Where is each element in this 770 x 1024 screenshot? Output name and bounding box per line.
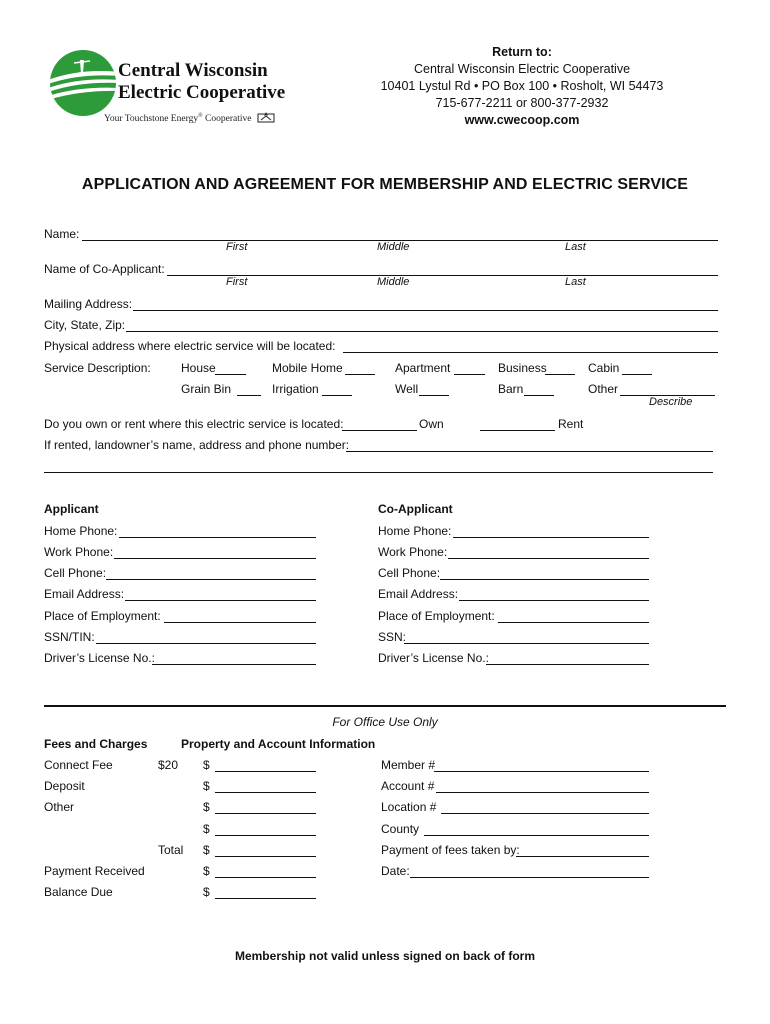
total-label: Total bbox=[158, 843, 184, 857]
name-last-caption: Last bbox=[565, 241, 586, 253]
balance-due-field[interactable] bbox=[215, 898, 316, 899]
date-field[interactable] bbox=[410, 877, 649, 878]
co-ssn-label: SSN: bbox=[378, 630, 407, 644]
county-label: County bbox=[381, 822, 420, 836]
landowner-field-line2[interactable] bbox=[44, 472, 713, 473]
applicant-home-phone-label: Home Phone: bbox=[44, 524, 118, 538]
office-use-heading: For Office Use Only bbox=[332, 715, 438, 729]
applicant-home-phone-field[interactable] bbox=[119, 537, 316, 538]
applicant-cell-phone-field[interactable] bbox=[106, 579, 316, 580]
other-fee-label: Other bbox=[44, 800, 75, 814]
office-use-divider bbox=[44, 705, 726, 707]
other-dollar: $ bbox=[203, 800, 210, 814]
member-number-field[interactable] bbox=[434, 771, 649, 772]
deposit-label: Deposit bbox=[44, 779, 85, 793]
connect-fee-dollar: $ bbox=[203, 758, 210, 772]
co-home-phone-field[interactable] bbox=[453, 537, 649, 538]
service-house-field[interactable] bbox=[215, 374, 246, 375]
applicant-cell-phone-label: Cell Phone: bbox=[44, 566, 107, 580]
date-label: Date: bbox=[381, 864, 410, 878]
co-license-label: Driver’s License No.: bbox=[378, 651, 489, 665]
cooperative-logo bbox=[50, 50, 116, 116]
return-address: 10401 Lystul Rd • PO Box 100 • Rosholt, WI 54473 bbox=[380, 79, 664, 93]
service-grain-bin-label: Grain Bin bbox=[181, 382, 232, 396]
payment-received-dollar: $ bbox=[203, 864, 210, 878]
landowner-field[interactable] bbox=[346, 451, 713, 452]
return-phone: 715-677-2211 or 800-377-2932 bbox=[435, 96, 609, 110]
applicant-license-label: Driver’s License No.: bbox=[44, 651, 155, 665]
applicant-email-field[interactable] bbox=[125, 600, 316, 601]
return-name: Central Wisconsin Electric Cooperative bbox=[413, 62, 631, 76]
co-applicant-label: Name of Co-Applicant: bbox=[44, 262, 165, 276]
payment-taken-by-label: Payment of fees taken by: bbox=[381, 843, 520, 857]
applicant-heading: Applicant bbox=[44, 502, 99, 516]
name-middle-caption: Middle bbox=[377, 241, 410, 253]
member-number-label: Member # bbox=[381, 758, 436, 772]
co-first-caption: First bbox=[226, 276, 248, 288]
form-title: APPLICATION AND AGREEMENT FOR MEMBERSHIP AND ELECTRIC SERVICE bbox=[81, 176, 689, 193]
co-applicant-heading: Co-Applicant bbox=[378, 502, 453, 516]
service-other-label: Other bbox=[588, 382, 619, 396]
service-barn-field[interactable] bbox=[524, 395, 554, 396]
city-state-zip-field[interactable] bbox=[126, 331, 718, 332]
co-email-field[interactable] bbox=[459, 600, 649, 601]
service-well-label: Well bbox=[395, 382, 419, 396]
return-website: www.cwecoop.com bbox=[464, 113, 580, 127]
payment-received-label: Payment Received bbox=[44, 864, 145, 878]
total-amount-field[interactable] bbox=[215, 856, 316, 857]
applicant-ssn-field[interactable] bbox=[96, 643, 316, 644]
account-number-field[interactable] bbox=[436, 792, 649, 793]
service-barn-label: Barn bbox=[498, 382, 524, 396]
deposit-dollar: $ bbox=[203, 779, 210, 793]
return-label: Return to: bbox=[492, 45, 552, 59]
tagline-text-end: Cooperative bbox=[202, 114, 252, 124]
co-middle-caption: Middle bbox=[377, 276, 410, 288]
mailing-address-field[interactable] bbox=[133, 310, 718, 311]
mailing-address-label: Mailing Address: bbox=[44, 297, 133, 311]
service-house-label: House bbox=[181, 361, 216, 375]
co-license-field[interactable] bbox=[486, 664, 649, 665]
co-email-label: Email Address: bbox=[378, 587, 459, 601]
extra-dollar: $ bbox=[203, 822, 210, 836]
rent-field[interactable] bbox=[480, 430, 555, 431]
own-field[interactable] bbox=[342, 430, 417, 431]
service-describe-caption: Describe bbox=[649, 396, 693, 408]
location-number-field[interactable] bbox=[441, 813, 649, 814]
tagline-text: Your Touchstone Energy bbox=[104, 114, 199, 124]
service-grain-bin-field[interactable] bbox=[237, 395, 261, 396]
applicant-work-phone-label: Work Phone: bbox=[44, 545, 114, 559]
co-home-phone-label: Home Phone: bbox=[378, 524, 452, 538]
own-label: Own bbox=[419, 417, 444, 431]
org-name-line1: Central Wisconsin bbox=[118, 60, 268, 81]
physical-address-label: Physical address where electric service will be located: bbox=[44, 339, 336, 353]
name-first-caption: First bbox=[226, 241, 248, 253]
logo-field-icon bbox=[50, 50, 116, 116]
org-tagline bbox=[104, 111, 275, 124]
total-dollar: $ bbox=[203, 843, 210, 857]
city-state-zip-label: City, State, Zip: bbox=[44, 318, 126, 332]
own-rent-question: Do you own or rent where this electric service is located: bbox=[44, 417, 344, 431]
touchstone-energy-icon bbox=[257, 111, 275, 123]
org-name-line2: Electric Cooperative bbox=[118, 82, 286, 103]
applicant-license-field[interactable] bbox=[152, 664, 316, 665]
service-irrigation-label: Irrigation bbox=[272, 382, 319, 396]
connect-fee-label: Connect Fee bbox=[44, 758, 113, 772]
service-mobile-home-label: Mobile Home bbox=[272, 361, 343, 375]
registered-mark: ® bbox=[198, 112, 203, 119]
applicant-employment-label: Place of Employment: bbox=[44, 609, 161, 623]
service-cabin-label: Cabin bbox=[588, 361, 620, 375]
co-cell-phone-label: Cell Phone: bbox=[378, 566, 441, 580]
co-employment-label: Place of Employment: bbox=[378, 609, 495, 623]
account-number-label: Account # bbox=[381, 779, 435, 793]
footer-note: Membership not valid unless signed on back of form bbox=[234, 949, 536, 963]
co-employment-field[interactable] bbox=[498, 622, 649, 623]
service-apartment-field[interactable] bbox=[454, 374, 485, 375]
service-business-label: Business bbox=[498, 361, 547, 375]
physical-address-field[interactable] bbox=[343, 352, 718, 353]
service-description-label: Service Description: bbox=[44, 361, 151, 375]
service-irrigation-field[interactable] bbox=[322, 395, 352, 396]
applicant-work-phone-field[interactable] bbox=[114, 558, 316, 559]
connect-fee-amount: $20 bbox=[158, 758, 179, 772]
applicant-ssn-label: SSN/TIN: bbox=[44, 630, 95, 644]
applicant-employment-field[interactable] bbox=[164, 622, 316, 623]
co-work-phone-field[interactable] bbox=[448, 558, 649, 559]
deposit-amount-field[interactable] bbox=[215, 792, 316, 793]
landowner-label: If rented, landowner’s name, address and phone number: bbox=[44, 438, 350, 452]
fees-heading: Fees and Charges bbox=[44, 737, 148, 751]
return-address-block bbox=[372, 44, 672, 129]
applicant-email-label: Email Address: bbox=[44, 587, 125, 601]
service-mobile-home-field[interactable] bbox=[345, 374, 375, 375]
service-apartment-label: Apartment bbox=[395, 361, 451, 375]
service-cabin-field[interactable] bbox=[622, 374, 652, 375]
co-work-phone-label: Work Phone: bbox=[378, 545, 448, 559]
org-name bbox=[118, 60, 285, 104]
rent-label: Rent bbox=[558, 417, 584, 431]
location-number-label: Location # bbox=[381, 800, 437, 814]
co-ssn-field[interactable] bbox=[404, 643, 649, 644]
other-amount-field[interactable] bbox=[215, 813, 316, 814]
connect-fee-amount-field[interactable] bbox=[215, 771, 316, 772]
balance-due-label: Balance Due bbox=[44, 885, 113, 899]
co-applicant-field[interactable] bbox=[167, 275, 718, 276]
service-business-field[interactable] bbox=[545, 374, 575, 375]
co-cell-phone-field[interactable] bbox=[440, 579, 649, 580]
co-last-caption: Last bbox=[565, 276, 586, 288]
extra-amount-field[interactable] bbox=[215, 835, 316, 836]
payment-taken-by-field[interactable] bbox=[516, 856, 649, 857]
service-well-field[interactable] bbox=[419, 395, 449, 396]
county-field[interactable] bbox=[424, 835, 649, 836]
payment-received-field[interactable] bbox=[215, 877, 316, 878]
name-label: Name: bbox=[44, 227, 80, 241]
balance-due-dollar: $ bbox=[203, 885, 210, 899]
property-heading: Property and Account Information bbox=[181, 737, 376, 751]
